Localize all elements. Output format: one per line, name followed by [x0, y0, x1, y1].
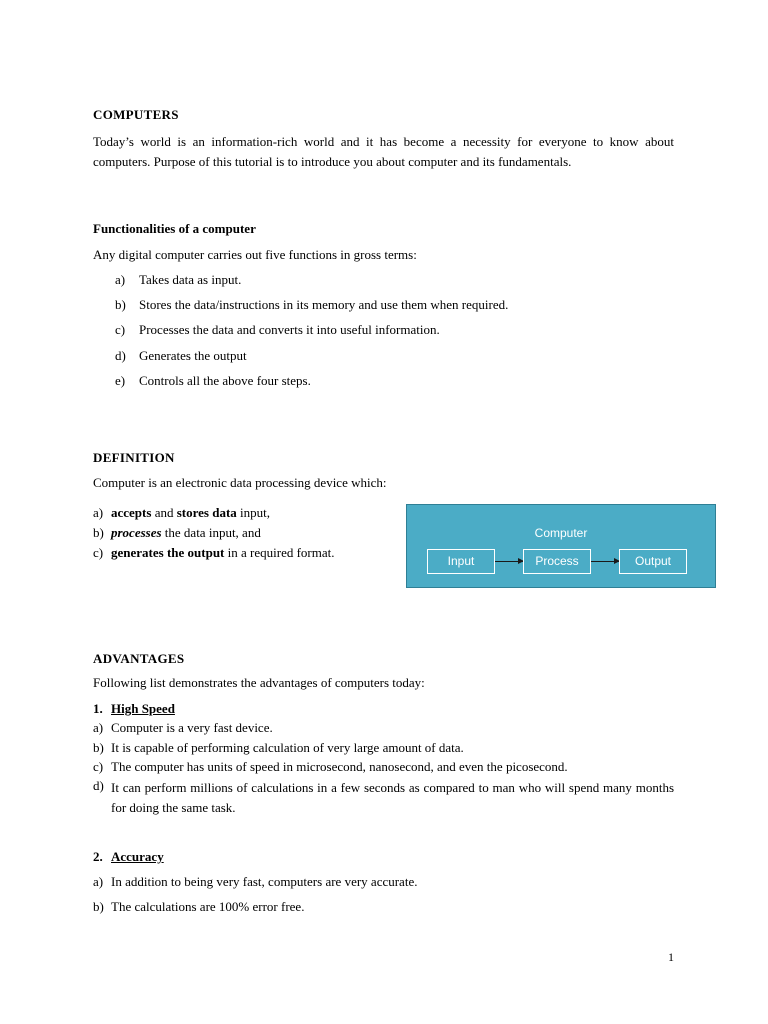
- definition-item-b: b) processes the data input, and: [93, 525, 261, 540]
- list-item: a) In addition to being very fast, computers are very accurate.: [93, 874, 418, 889]
- list-item: d) Generates the output: [115, 348, 247, 363]
- advantages-lead: Following list demonstrates the advantages of computers today:: [93, 675, 425, 690]
- intro-paragraph: Today’s world is an information-rich world and it has become a necessity for everyone to know about computers. Purpose of this tutorial is to introduce you about computer and its fundamentals.: [93, 134, 674, 169]
- advantage-accuracy-heading: 2. Accuracy: [93, 849, 164, 864]
- diagram-title: Computer: [534, 526, 588, 540]
- list-item: a) Takes data as input.: [115, 272, 242, 287]
- list-item: c) Processes the data and converts it into useful information.: [115, 322, 440, 337]
- list-item: b) It is capable of performing calculation of very large amount of data.: [93, 740, 464, 755]
- list-item: b) The calculations are 100% error free.: [93, 899, 305, 914]
- section-heading-advantages: ADVANTAGES: [93, 651, 185, 666]
- diagram-box-process: Process: [523, 549, 591, 574]
- definition-item-a: a) accepts and stores data input,: [93, 505, 271, 520]
- page-number: 1: [668, 950, 674, 964]
- section-heading-definition: DEFINITION: [93, 450, 175, 465]
- functionalities-heading: Functionalities of a computer: [93, 221, 256, 236]
- list-item: e) Controls all the above four steps.: [115, 373, 311, 388]
- computer-diagram: [406, 504, 716, 588]
- diagram-box-input: Input: [427, 549, 495, 574]
- list-item: c) The computer has units of speed in microsecond, nanosecond, and even the picosecond.: [93, 759, 568, 774]
- diagram-box-output: Output: [619, 549, 687, 574]
- section-heading-computers: COMPUTERS: [93, 107, 179, 122]
- advantage-high-speed-heading: 1. High Speed: [93, 701, 175, 716]
- arrow-icon: [495, 561, 523, 562]
- list-item: d) It can perform millions of calculations in a few seconds as compared to man who will spend many months for doing the same task.: [93, 778, 674, 815]
- functionalities-lead: Any digital computer carries out five functions in gross terms:: [93, 247, 417, 262]
- list-item: a) Computer is a very fast device.: [93, 720, 273, 735]
- definition-lead: Computer is an electronic data processing device which:: [93, 475, 387, 490]
- definition-item-c: c) generates the output in a required format.: [93, 545, 335, 560]
- list-item: b) Stores the data/instructions in its memory and use them when required.: [115, 297, 509, 312]
- arrow-icon: [591, 561, 619, 562]
